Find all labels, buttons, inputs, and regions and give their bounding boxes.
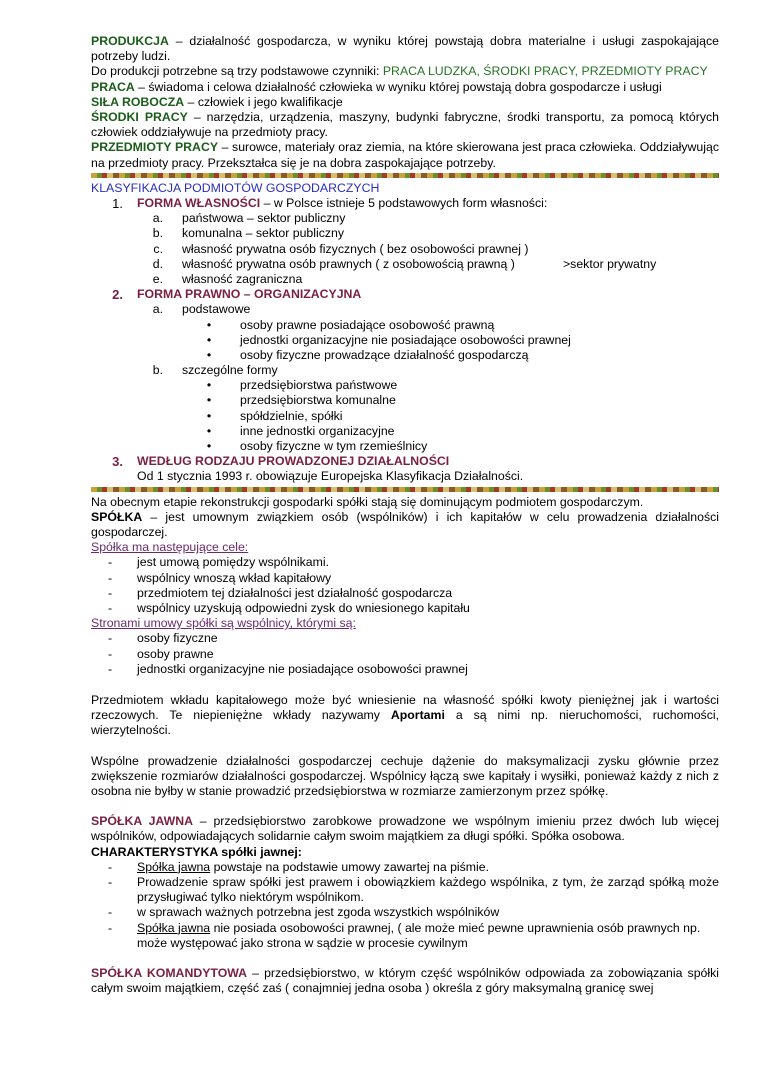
przedmioty-term: PRZEDMIOTY PRACY — [91, 140, 219, 155]
spolka-term: SPÓŁKA — [91, 509, 143, 524]
bullet-icon: • — [206, 393, 212, 408]
list-item — [91, 905, 719, 920]
przedmioty-paragraph — [91, 140, 719, 170]
bullet-text: spółdzielnie, spółki — [240, 408, 343, 423]
strony-heading: Stronami umowy spółki są wspólnicy, którymi są: — [91, 616, 356, 631]
list-letter: d. — [152, 256, 163, 271]
list-item-text: osoby prawne — [137, 646, 214, 661]
produkcja-def: – działalność gospodarcza, w wyniku której powstają dobra materialne i usługi zaspokajające potrzeby ludzi. — [91, 34, 719, 64]
list-letter: a. — [152, 302, 163, 317]
jawna-def-text: – przedsiębiorstwo zarobkowe prowadzone we wspólnym imieniu przez dwóch lub więcej wspólników, odpowiadających solidarnie całym swoim majątkiem za długi spółki. Spółka osobowa. — [91, 814, 719, 844]
dash-icon: - — [108, 585, 113, 600]
bullet-item — [91, 424, 719, 439]
list-item — [91, 860, 719, 875]
list-item-text: wspólnicy uzyskują odpowiedni zysk do wniesionego kapitału — [137, 601, 470, 616]
bullet-icon: • — [206, 347, 212, 362]
bullet-item — [91, 333, 719, 348]
bullet-icon: • — [206, 408, 212, 423]
document-content — [91, 34, 719, 996]
sila-term: SIŁA ROBOCZA — [91, 94, 185, 109]
list-item-text: szczególne formy — [182, 363, 278, 378]
bullet-icon: • — [206, 332, 212, 347]
list-item-text: własność zagraniczna — [182, 271, 303, 286]
sila-paragraph — [91, 95, 719, 110]
srodki-term: ŚRODKI PRACY — [91, 110, 188, 125]
aport-term: Aportami — [390, 708, 445, 723]
list-item-forma-wlasnosci — [91, 196, 719, 211]
dash-icon: - — [108, 661, 113, 676]
list-item-text: nie posiada osobowości prawnej, ( ale może mieć pewne uprawnienia osób prawnych np. może występować jako strona w sądzie w procesie cywilnym — [137, 920, 701, 950]
list-item-text: przedmiotem tej działalności jest działalność gospodarcza — [137, 585, 453, 600]
komandytowa-def-text: – przedsiębiorstwo, w którym część wspólników odpowiada za zobowiązania spółki całym swoim majątkiem, część zaś ( conajmniej jedna osoba ) określa z góry maksymalną granicę swej — [91, 966, 719, 996]
list-item — [91, 211, 719, 226]
bullet-item — [91, 409, 719, 424]
list-item-text: komunalna – sektor publiczny — [182, 226, 344, 241]
list-letter: b. — [152, 226, 163, 241]
list-item — [91, 302, 719, 317]
bullet-icon: • — [206, 439, 212, 454]
list-item — [91, 601, 719, 616]
list-item — [91, 875, 719, 905]
dash-icon: - — [108, 875, 113, 890]
list-item-text: powstaje na podstawie umowy zawartej na piśmie. — [210, 859, 490, 874]
produkcja-term: PRODUKCJA — [91, 34, 169, 48]
dash-icon: - — [108, 920, 113, 935]
srodki-paragraph — [91, 110, 719, 140]
dash-icon: - — [108, 570, 113, 585]
forma-wlasnosci-rest: – w Polsce istnieje 5 podstawowych form własności: — [260, 196, 548, 211]
spolka-definition — [91, 510, 719, 540]
list-letter: a. — [152, 211, 163, 226]
list-item — [91, 226, 719, 241]
decorative-divider — [91, 487, 719, 492]
list-letter: b. — [152, 363, 163, 378]
sila-def: – człowiek i jego kwalifikacje — [184, 94, 343, 109]
bullet-item — [91, 318, 719, 333]
wedlug-title: WEDŁUG RODZAJU PROWADZONEJ DZIAŁALNOŚCI — [137, 454, 450, 469]
list-item — [91, 363, 719, 378]
aport-paragraph — [91, 693, 719, 739]
komandytowa-definition — [91, 966, 719, 996]
list-item-forma-prawno — [91, 287, 719, 302]
list-item — [91, 272, 719, 287]
list-item-text: własność prywatna osób fizycznych ( bez osobowości prawnej ) — [182, 241, 529, 256]
aport-text-end: a są nimi np. nieruchomości, ruchomości, wierzytelności. — [91, 708, 720, 738]
dash-icon: - — [108, 859, 113, 874]
list-item-text: jednostki organizacyjne nie posiadające osobowości prawnej — [137, 661, 468, 676]
produkcja-paragraph — [91, 34, 719, 64]
list-item-text: w sprawach ważnych potrzebna jest zgoda wszystkich wspólników — [137, 905, 500, 920]
list-item-text: państwowa – sektor publiczny — [182, 211, 346, 226]
list-item-text: wspólnicy wnoszą wkład kapitałowy — [137, 570, 332, 585]
list-item-text: jest umową pomiędzy wspólnikami. — [137, 555, 330, 570]
jawna-char-heading: CHARAKTERYSTYKA spółki jawnej: — [91, 844, 302, 859]
klasyfikacja-heading: KLASYFIKACJA PODMIOTÓW GOSPODARCZYCH — [91, 180, 380, 195]
bullet-text: osoby prawne posiadające osobowość prawną — [240, 317, 495, 332]
list-item-text: podstawowe — [182, 302, 251, 317]
forma-prawno-title: FORMA PRAWNO – ORGANIZACYJNA — [137, 287, 362, 302]
dash-icon: - — [108, 631, 113, 646]
cele-heading: Spółka ma następujące cele: — [91, 540, 249, 555]
bullet-text: osoby fizyczne prowadzące działalność gospodarczą — [240, 347, 529, 362]
list-item-text: własność prywatna osób prawnych ( z osobowością prawną ) — [182, 256, 515, 271]
list-number: 2. — [112, 287, 123, 303]
praca-paragraph — [91, 80, 719, 95]
praca-def: – świadoma i celowa działalność człowieka w wyniku której powstają dobra gospodarcze i usługi — [134, 79, 662, 94]
jawna-definition — [91, 814, 719, 844]
dash-icon: - — [108, 905, 113, 920]
bullet-icon: • — [206, 317, 212, 332]
bullet-text: przedsiębiorstwa państwowe — [240, 378, 398, 393]
list-number: 3. — [112, 454, 123, 470]
list-number: 1. — [112, 196, 123, 212]
list-item — [91, 631, 719, 646]
bullet-icon: • — [206, 423, 212, 438]
wedlug-text-row — [91, 469, 719, 484]
spolka-def-text: – jest umownym związkiem osób (wspólników) i ich kapitałów w celu prowadzenia działalności gospodarczej. — [91, 509, 719, 539]
wspolne-paragraph: Wspólne prowadzenie działalności gospodarczej cechuje dążenie do maksymalizacji zysku głównie przez zwiększenie rozmiarów działalności gospodarczej. Wspólnicy łączą swe kapitały i wysiłki, ponieważ każdy z nich z osobna nie byłby w stanie prowadzić przedsiębiorstwa w rozmiarze zamierzonym przez spółkę. — [91, 753, 719, 799]
praca-term: PRACA — [91, 79, 135, 94]
list-item-wedlug — [91, 454, 719, 469]
list-item-text: osoby fizyczne — [137, 631, 218, 646]
spolka-intro: Na obecnym etapie rekonstrukcji gospodarki spółki stają się dominującym podmiotem gospodarczym. — [91, 494, 644, 509]
komandytowa-term: SPÓŁKA KOMANDYTOWA — [91, 966, 248, 981]
list-item — [91, 586, 719, 601]
list-item — [91, 647, 719, 662]
wedlug-text: Od 1 stycznia 1993 r. obowiązuje Europejska Klasyfikacja Działalności. — [137, 469, 524, 484]
list-item — [91, 921, 719, 951]
bullet-text: osoby fizyczne w tym rzemieślnicy — [240, 439, 428, 454]
jawna-term: SPÓŁKA JAWNA — [91, 814, 193, 829]
list-letter: c. — [153, 241, 163, 256]
srodki-def: – narzędzia, urządzenia, maszyny, budynki fabryczne, środki transportu, za pomocą których człowiek oddziaływuje na przedmioty pracy. — [91, 110, 719, 140]
aport-text: Przedmiotem wkładu kapitałowego może być wniesienie na własność spółki kwoty pieniężnej jak i wartości rzeczowych. Te niepieniężne wkłady nazywamy — [91, 693, 719, 723]
czynniki-list: PRACA LUDZKA, ŚRODKI PRACY, PRZEDMIOTY PRACY — [382, 64, 708, 79]
list-item — [91, 257, 719, 272]
jawna-underlined: Spółka jawna — [137, 859, 211, 874]
przedmioty-def: – surowce, materiały oraz ziemia, na które skierowana jest praca człowieka. Oddziaływując na przedmioty pracy. Przekształca się je na dobra zaspokajające potrzeby. — [91, 140, 719, 170]
dash-icon: - — [108, 601, 113, 616]
list-item — [91, 555, 719, 570]
bullet-text: przedsiębiorstwa komunalne — [240, 393, 396, 408]
bullet-item — [91, 393, 719, 408]
decorative-divider — [91, 173, 719, 178]
list-item — [91, 571, 719, 586]
list-item — [91, 242, 719, 257]
czynniki-paragraph — [91, 64, 719, 79]
sektor-prywatny-note: >sektor prywatny — [563, 256, 657, 271]
dash-icon: - — [108, 646, 113, 661]
forma-wlasnosci-title: FORMA WŁASNOŚCI — [137, 196, 261, 211]
list-letter: e. — [152, 271, 163, 286]
bullet-item — [91, 439, 719, 454]
list-item-text: Prowadzenie spraw spółki jest prawem i obowiązkiem każdego wspólnika, z tym, że zarząd spółką może przysługiwać tylko niektórym wspólnikom. — [137, 875, 719, 905]
list-item — [91, 662, 719, 677]
bullet-text: inne jednostki organizacyjne — [240, 423, 395, 438]
dash-icon: - — [108, 555, 113, 570]
czynniki-text: Do produkcji potrzebne są trzy podstawowe czynniki: — [91, 64, 383, 79]
bullet-item — [91, 348, 719, 363]
bullet-text: jednostki organizacyjne nie posiadające osobowości prawnej — [240, 332, 571, 347]
jawna-underlined: Spółka jawna — [137, 920, 211, 935]
bullet-item — [91, 378, 719, 393]
bullet-icon: • — [206, 378, 212, 393]
